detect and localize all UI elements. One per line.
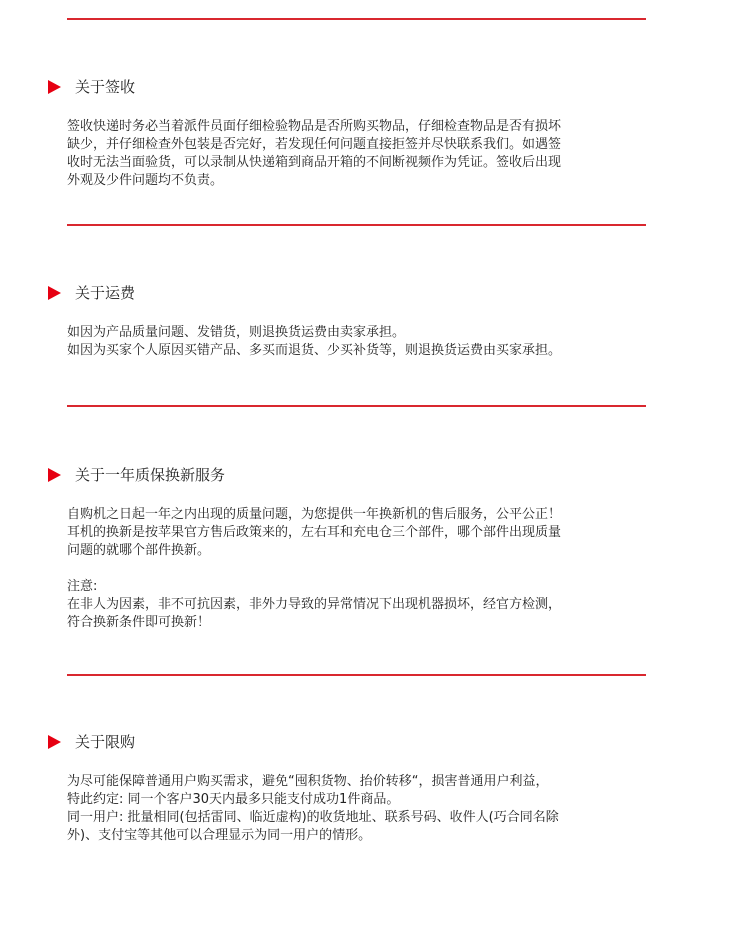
- body-line: 如因为买家个人原因买错产品、多买而退货、少买补货等，则退换货运费由买家承担。: [67, 343, 562, 358]
- body-line: 缺少，并仔细检查外包装是否完好，若发现任何问题直接拒签并尽快联系我们。如遇签: [67, 137, 562, 152]
- play-triangle-icon: [48, 735, 61, 749]
- play-triangle-icon: [48, 286, 61, 300]
- play-triangle-icon: [48, 468, 61, 482]
- body-line: 如因为产品质量问题、发错货，则退换货运费由卖家承担。: [67, 325, 406, 340]
- body-line: 在非人为因素，非不可抗因素，非外力导致的异常情况下出现机器损坏，经官方检测，: [67, 597, 562, 612]
- section-heading-signing: [48, 77, 135, 97]
- paragraph-gap: [67, 560, 667, 578]
- section-body-shipping: [67, 324, 667, 360]
- section-heading-shipping: [48, 283, 135, 303]
- section-title: 关于签收: [75, 78, 136, 96]
- section-divider: [67, 405, 646, 407]
- body-line: 外观及少件问题均不负责。: [67, 173, 224, 188]
- section-title: 关于限购: [75, 733, 136, 751]
- section-body-warranty: [67, 506, 667, 632]
- section-heading-purchase-limit: [48, 732, 135, 752]
- section-body-purchase-limit: [67, 773, 667, 845]
- body-line: 签收快递时务必当着派件员面仔细检验物品是否所购买物品，仔细检查物品是否有损坏: [67, 119, 562, 134]
- body-line: 收时无法当面验货，可以录制从快递箱到商品开箱的不间断视频作为凭证。签收后出现: [67, 155, 562, 170]
- section-heading-warranty: [48, 465, 225, 485]
- body-line: 为尽可能保障普通用户购买需求，避免“囤积货物、抬价转移“，损害普通用户利益，: [67, 774, 549, 789]
- body-line: 同一用户: 批量相同(包括雷同、临近虚构)的收货地址、联系号码、收件人(巧合同名除: [67, 810, 559, 825]
- body-line: 外)、支付宝等其他可以合理显示为同一用户的情形。: [67, 828, 372, 843]
- body-line: 问题的就哪个部件换新。: [67, 543, 211, 558]
- body-line: 自购机之日起一年之内出现的质量问题，为您提供一年换新机的售后服务，公平公正！: [67, 507, 562, 522]
- note-label: 注意:: [67, 579, 98, 594]
- body-line: 特此约定: 同一个客户30天内最多只能支付成功1件商品。: [67, 792, 400, 807]
- body-line: 符合换新条件即可换新！: [67, 615, 211, 630]
- section-title: 关于运费: [75, 284, 136, 302]
- body-line: 耳机的换新是按苹果官方售后政策来的，左右耳和充电仓三个部件，哪个部件出现质量: [67, 525, 562, 540]
- section-divider: [67, 224, 646, 226]
- section-divider: [67, 18, 646, 20]
- section-body-signing: [67, 118, 667, 190]
- section-title: 关于一年质保换新服务: [75, 466, 226, 484]
- section-divider: [67, 674, 646, 676]
- play-triangle-icon: [48, 80, 61, 94]
